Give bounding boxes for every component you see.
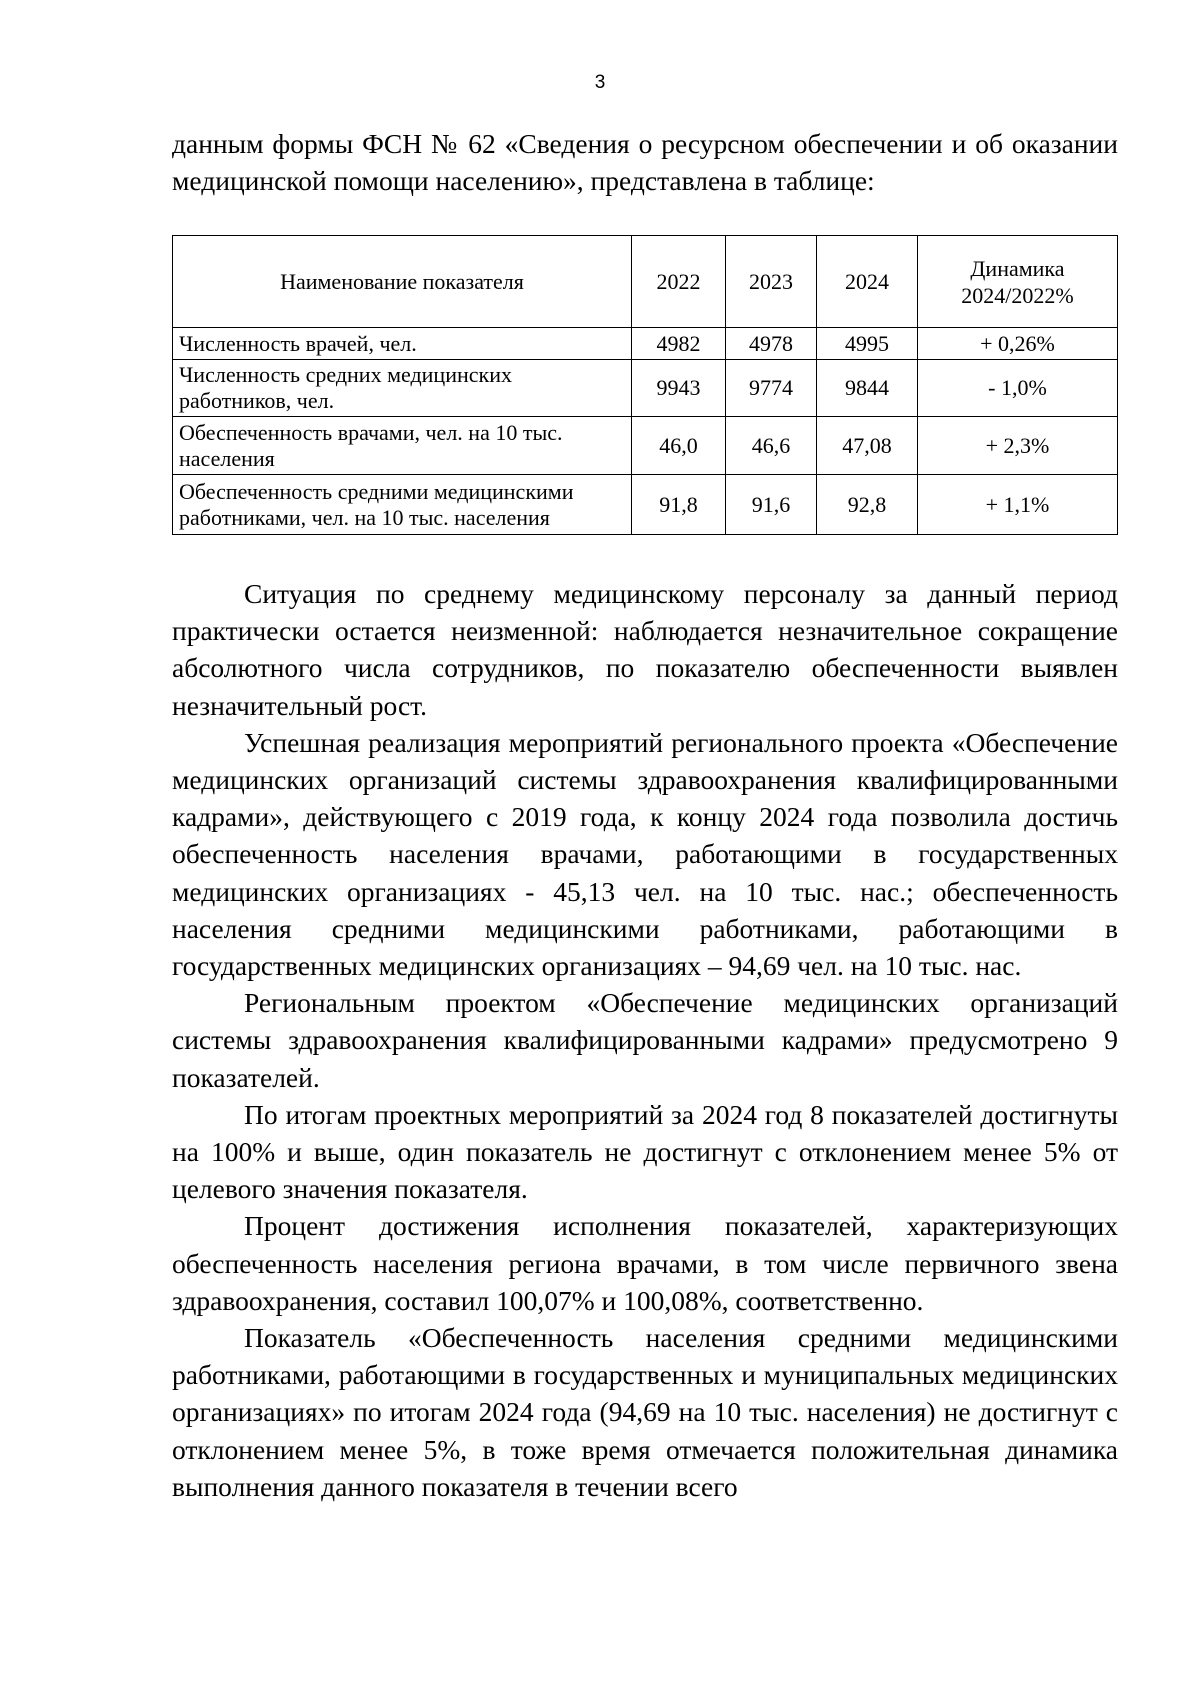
row-label: Обеспеченность врачами, чел. на 10 тыс. населения: [173, 417, 632, 475]
table-row: [173, 417, 1118, 475]
header-year-2022: 2022: [632, 236, 726, 328]
row-label: Численность средних медицинских работников, чел.: [173, 360, 632, 417]
cell-2024: 47,08: [817, 417, 918, 475]
row-label: Численность врачей, чел.: [173, 328, 632, 360]
cell-2024: 4995: [817, 328, 918, 360]
header-year-2023: 2023: [726, 236, 817, 328]
row-label: Обеспеченность средними медицинскими работниками, чел. на 10 тыс. населения: [173, 475, 632, 535]
cell-2023: 4978: [726, 328, 817, 360]
cell-2024: 92,8: [817, 475, 918, 535]
header-year-2024: 2024: [817, 236, 918, 328]
document-body: [172, 125, 1118, 1505]
page-number: 3: [594, 72, 606, 93]
header-dynamics: Динамика 2024/2022%: [918, 236, 1118, 328]
indicators-table: [172, 235, 1118, 535]
cell-dynamics: + 2,3%: [918, 417, 1118, 475]
table-row: [173, 475, 1118, 535]
paragraph-nurse-indicator: Показатель «Обеспеченность населения средними медицинскими работниками, работающими в государственных и муниципальных медицинских организациях» по итогам 2024 года (94,69 на 10 тыс. населения) не достигнут с отклонением менее 5%, в тоже время отмечается положительная динамика выполнения данного показателя в течении всего: [172, 1322, 1118, 1502]
cell-2022: 9943: [632, 360, 726, 417]
paragraph-achievement: По итогам проектных мероприятий за 2024 год 8 показателей достигнуты на 100% и выше, один показатель не достигнут с отклонением менее 5% от целевого значения показателя.: [172, 1098, 1118, 1205]
cell-2023: 9774: [726, 360, 817, 417]
paragraph-indicator-count: Региональным проектом «Обеспечение медицинских организаций системы здравоохранения квалифицированными кадрами» предусмотрено 9 показателей.: [172, 987, 1118, 1093]
cell-2022: 91,8: [632, 475, 726, 535]
table-row: [173, 328, 1118, 360]
cell-dynamics: + 1,1%: [918, 475, 1118, 535]
cell-dynamics: + 0,26%: [918, 328, 1118, 360]
body-text: [172, 575, 1118, 1505]
paragraph-project-results: Успешная реализация мероприятий регионального проекта «Обеспечение медицинских организаций системы здравоохранения квалифицированными кадрами», действующего с 2019 года, к концу 2024 года позволила достичь обеспеченность населения врачами, работающими в государственных медицинских организациях - 45,13 чел. на 10 тыс. нас.; обеспеченность населения средними медицинскими работниками, работающими в государственных медицинских организациях – 94,69 чел. на 10 тыс. нас.: [172, 726, 1118, 982]
cell-2023: 91,6: [726, 475, 817, 535]
cell-2024: 9844: [817, 360, 918, 417]
cell-2022: 4982: [632, 328, 726, 360]
paragraph-percentages: Процент достижения исполнения показателей, характеризующих обеспеченность населения региона врачами, в том числе первичного звена здравоохранения, составил 100,07% и 100,08%, соответственно.: [172, 1210, 1118, 1316]
table-row: [173, 360, 1118, 417]
paragraph-staff-situation: Ситуация по среднему медицинскому персоналу за данный период практически остается неизменной: наблюдается незначительное сокращение абсолютного числа сотрудников, по показателю обеспеченности выявлен незначительный рост.: [172, 578, 1118, 721]
cell-dynamics: - 1,0%: [918, 360, 1118, 417]
table-header-row: [173, 236, 1118, 328]
cell-2022: 46,0: [632, 417, 726, 475]
header-indicator-name: Наименование показателя: [173, 236, 632, 328]
intro-paragraph: данным формы ФСН № 62 «Сведения о ресурсном обеспечении и об оказании медицинской помощи населению», представлена в таблице:: [172, 128, 1118, 196]
cell-2023: 46,6: [726, 417, 817, 475]
